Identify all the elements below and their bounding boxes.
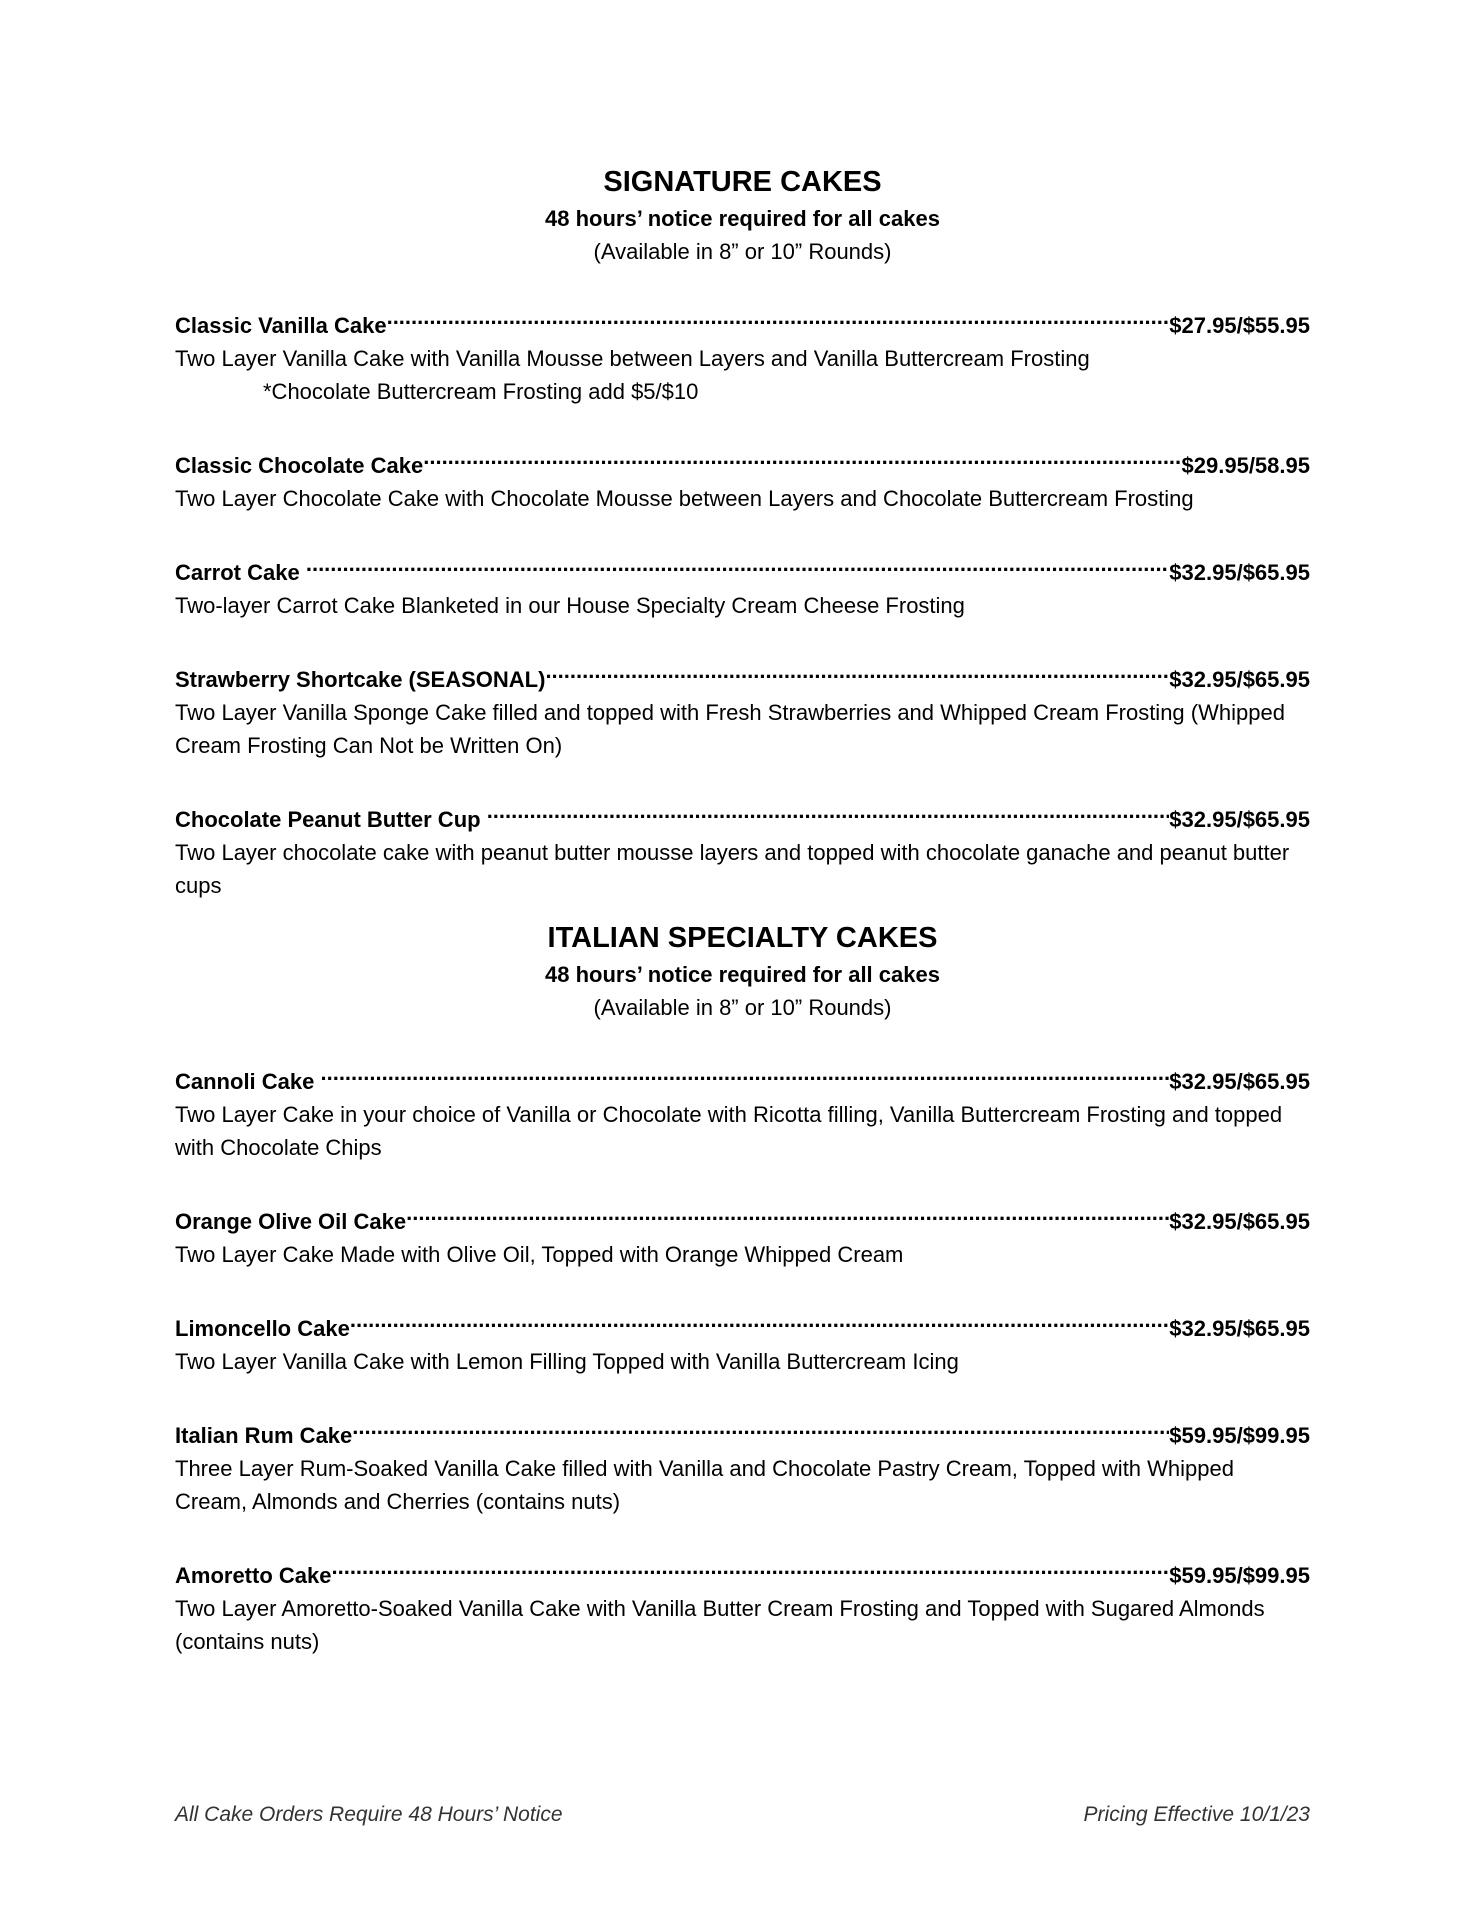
item-description: Two-layer Carrot Cake Blanketed in our House Specialty Cream Cheese Frosting	[175, 593, 965, 618]
availability-text: (Available in 8” or 10” Rounds)	[593, 239, 892, 264]
item-description: Two Layer Chocolate Cake with Chocolate Mousse between Layers and Chocolate Buttercream Frosting	[175, 486, 1194, 511]
section-title: ITALIAN SPECIALTY CAKES	[547, 922, 938, 954]
section-header	[175, 162, 1310, 268]
dot-leader	[545, 654, 1169, 687]
item-price: $32.95/$65.95	[1169, 560, 1310, 585]
item-description: Two Layer Vanilla Sponge Cake filled and topped with Fresh Strawberries and Whipped Cream Frosting (Whipped Cream Frosting Can Not be Written On)	[175, 700, 1285, 758]
menu-item	[175, 1550, 1310, 1658]
menu-item	[175, 1410, 1310, 1518]
footer-pricing-date: Pricing Effective 10/1/23	[1083, 1803, 1310, 1826]
dot-leader	[423, 440, 1181, 473]
menu-item	[175, 300, 1310, 408]
item-description: Two Layer chocolate cake with peanut butter mousse layers and topped with chocolate ganache and peanut butter cups	[175, 840, 1290, 898]
item-price: $32.95/$65.95	[1169, 1209, 1310, 1234]
item-description: Two Layer Vanilla Cake with Vanilla Mousse between Layers and Vanilla Buttercream Frosting	[175, 346, 1090, 371]
item-price: $59.95/$99.95	[1169, 1423, 1310, 1448]
item-description: Two Layer Vanilla Cake with Lemon Filling Topped with Vanilla Buttercream Icing	[175, 1349, 959, 1374]
item-description: Two Layer Cake in your choice of Vanilla or Chocolate with Ricotta filling, Vanilla Buttercream Frosting and topped with Chocolate Chips	[175, 1102, 1283, 1160]
item-price: $32.95/$65.95	[1169, 667, 1310, 692]
menu-item	[175, 1196, 1310, 1271]
menu-item	[175, 440, 1310, 515]
menu-items-list	[175, 1056, 1310, 1658]
item-name: Italian Rum Cake	[175, 1423, 353, 1448]
item-price: $27.95/$55.95	[1169, 313, 1310, 338]
menu-item	[175, 1056, 1310, 1164]
item-name: Orange Olive Oil Cake	[175, 1209, 407, 1234]
section-header	[175, 918, 1310, 1024]
item-name: Limoncello Cake	[175, 1316, 350, 1341]
notice-text: 48 hours’ notice required for all cakes	[545, 962, 940, 987]
item-name: Classic Vanilla Cake	[175, 313, 387, 338]
section-title: SIGNATURE CAKES	[603, 166, 882, 198]
item-description: Three Layer Rum-Soaked Vanilla Cake filled with Vanilla and Chocolate Pastry Cream, Topped with Whipped Cream, Almonds and Cherries (contains nuts)	[175, 1456, 1234, 1514]
dot-leader	[320, 1056, 1169, 1089]
page-footer	[175, 1800, 1310, 1830]
item-description: Two Layer Cake Made with Olive Oil, Topped with Orange Whipped Cream	[175, 1242, 904, 1267]
dot-leader	[306, 547, 1169, 580]
dot-leader	[331, 1550, 1169, 1583]
item-name: Carrot Cake	[175, 560, 306, 585]
menu-item	[175, 547, 1310, 622]
item-price: $29.95/58.95	[1181, 453, 1310, 478]
dot-leader	[352, 1410, 1169, 1443]
notice-text: 48 hours’ notice required for all cakes	[545, 206, 940, 231]
item-name: Cannoli Cake	[175, 1069, 321, 1094]
item-price: $32.95/$65.95	[1169, 1316, 1310, 1341]
item-name: Strawberry Shortcake (SEASONAL)	[175, 667, 546, 692]
availability-text: (Available in 8” or 10” Rounds)	[593, 995, 892, 1020]
item-name: Amoretto Cake	[175, 1563, 332, 1588]
signature-cakes-section	[175, 162, 1310, 934]
item-description: Two Layer Amoretto-Soaked Vanilla Cake with Vanilla Butter Cream Frosting and Topped with Sugared Almonds (contains nuts)	[175, 1596, 1265, 1654]
item-price: $59.95/$99.95	[1169, 1563, 1310, 1588]
item-price: $32.95/$65.95	[1169, 1069, 1310, 1094]
menu-item	[175, 1303, 1310, 1378]
menu-item	[175, 794, 1310, 902]
italian-specialty-cakes-section	[175, 918, 1310, 1690]
dot-leader	[406, 1196, 1169, 1229]
item-note: *Chocolate Buttercream Frosting add $5/$10	[263, 379, 699, 404]
menu-items-list	[175, 300, 1310, 902]
menu-item	[175, 654, 1310, 762]
dot-leader	[487, 794, 1170, 827]
footer-notice: All Cake Orders Require 48 Hours’ Notice	[175, 1803, 563, 1826]
item-name: Chocolate Peanut Butter Cup	[175, 807, 487, 832]
dot-leader	[387, 300, 1170, 333]
item-price: $32.95/$65.95	[1169, 807, 1310, 832]
dot-leader	[350, 1303, 1169, 1336]
item-name: Classic Chocolate Cake	[175, 453, 424, 478]
